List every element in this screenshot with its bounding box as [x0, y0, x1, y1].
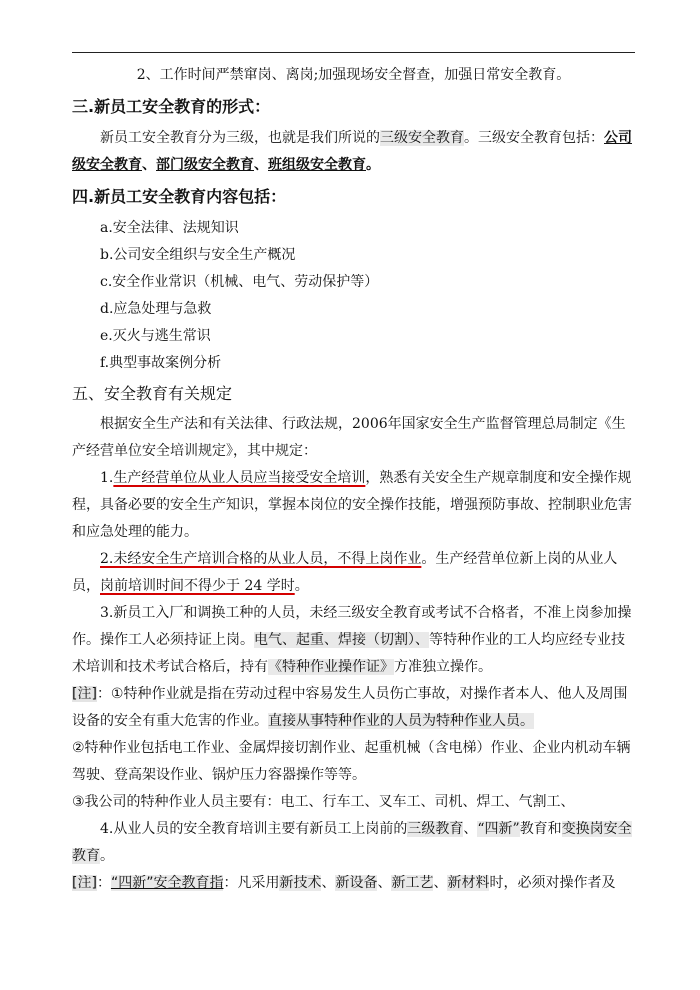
note-4	[72, 870, 635, 897]
text: 。	[366, 157, 380, 173]
highlighted-text: 《特种作业操作证》	[268, 659, 394, 675]
text: ，熟悉有关安全生产规章制度和安全操作规程，具备必要的安全生产知识，掌握本岗位的安全操作技能，增强预防事故、控制职业危害和应急处理的能力。	[72, 470, 632, 540]
highlighted-text: 三级教育	[407, 821, 464, 837]
section-4-heading: 四.新员工安全教育内容包括：	[72, 187, 287, 206]
document-page	[72, 62, 635, 897]
note-3: ③我公司的特种作业人员主要有：电工、行车工、叉车工、司机、焊工、气割工、	[72, 794, 575, 810]
text: ：	[96, 875, 111, 891]
text: 时，必须对操作者及	[489, 875, 616, 891]
text: 、	[321, 875, 336, 891]
highlighted-text: “四新”安全教育指	[110, 875, 224, 891]
list-item: d.应急处理与急救	[100, 301, 212, 317]
text: 。	[100, 848, 114, 864]
item-2: 2、工作时间严禁窜岗、离岗;加强现场安全督查，加强日常安全教育。	[136, 67, 571, 83]
highlighted-text: 新设备	[335, 875, 378, 891]
header-rule	[72, 52, 635, 53]
team-level-education: 班组级安全教育	[268, 157, 366, 173]
section-5-heading: 五、安全教育有关规定	[72, 384, 233, 403]
note-tag: [注]	[72, 686, 97, 702]
note-1	[72, 681, 635, 735]
list-item: e.灭火与逃生常识	[100, 328, 211, 344]
note-2: ②特种作业包括电工作业、金属焊接切割作业、起重机械（含电梯）作业、企业内机动车辆驾驶、登高架设作业、锅炉压力容器操作等等。	[72, 740, 631, 783]
note-tag: [注]	[72, 875, 97, 891]
text: 4.从业人员的安全教育培训主要有新员工上岗前的	[100, 821, 408, 837]
highlighted-text: 新工艺	[391, 875, 434, 891]
underlined-text: 岗前培训时间不得少于 24 学时	[100, 578, 295, 594]
text: ：凡采用	[223, 875, 280, 891]
highlighted-text: “四新”	[477, 821, 520, 837]
highlighted-text: 变换岗安全教育	[72, 821, 632, 864]
list-item: b.公司安全组织与安全生产概况	[100, 247, 296, 263]
rule-2	[72, 546, 635, 600]
list-item: c.安全作业常识（机械、电气、劳动保护等）	[100, 274, 379, 290]
highlighted-text: 电气、起重、焊接（切割）、	[254, 632, 429, 648]
rule-3	[72, 600, 635, 681]
text: 、	[254, 157, 268, 173]
highlighted-text: 新技术	[279, 875, 322, 891]
text: 。生产经营单位新上岗的从业人员，	[72, 551, 618, 594]
department-level-education: 部门级安全教育	[156, 157, 254, 173]
highlight-three-level: 三级安全教育	[380, 130, 464, 146]
rule-4	[72, 816, 635, 870]
text: 方准独立操作。	[394, 659, 492, 675]
text: 、	[463, 821, 478, 837]
text: 、	[433, 875, 448, 891]
text: 。	[294, 578, 309, 594]
underlined-text: 2.未经安全生产培训合格的从业人员，不得上岗作业	[100, 551, 422, 567]
text: 教育和	[519, 821, 562, 837]
highlighted-text: 直接从事特种作业的人员为特种作业人员。	[268, 713, 534, 729]
section-3-paragraph	[72, 125, 635, 179]
text: ：①特种作业就是指在劳动过程中容易发生人员伤亡事故，对操作者本人、他人及周围设备的安全有重大危害的作业。	[72, 686, 628, 729]
text: 新员工安全教育分为三级，也就是我们所说的	[100, 130, 380, 146]
rule-1	[72, 465, 635, 546]
text: 3.新员工入厂和调换工种的人员，未经三级安全教育或考试不合格者，不准上岗参加操作。操作工人必须持证上岗。	[72, 605, 632, 648]
text: 1.	[100, 470, 114, 486]
text: 、	[377, 875, 392, 891]
list-item: a.安全法律、法规知识	[100, 220, 239, 236]
underlined-text: 生产经营单位从业人员应当接受安全培训	[113, 470, 366, 486]
text: 、	[142, 157, 156, 173]
text: 等特种作业的工人均应经专业技术培训和技术考试合格后，持有	[72, 632, 625, 675]
list-item: f.典型事故案例分析	[100, 355, 222, 371]
highlighted-text: 新材料	[447, 875, 490, 891]
section-3-heading: 三.新员工安全教育的形式：	[72, 97, 271, 116]
company-level-education: 公司级安全教育	[72, 130, 632, 173]
section-5-intro: 根据安全生产法和有关法律、行政法规，2006年国家安全生产监督管理总局制定《生产经营单位安全培训规定》，其中规定：	[72, 416, 626, 459]
text: 。三级安全教育包括：	[464, 130, 604, 146]
